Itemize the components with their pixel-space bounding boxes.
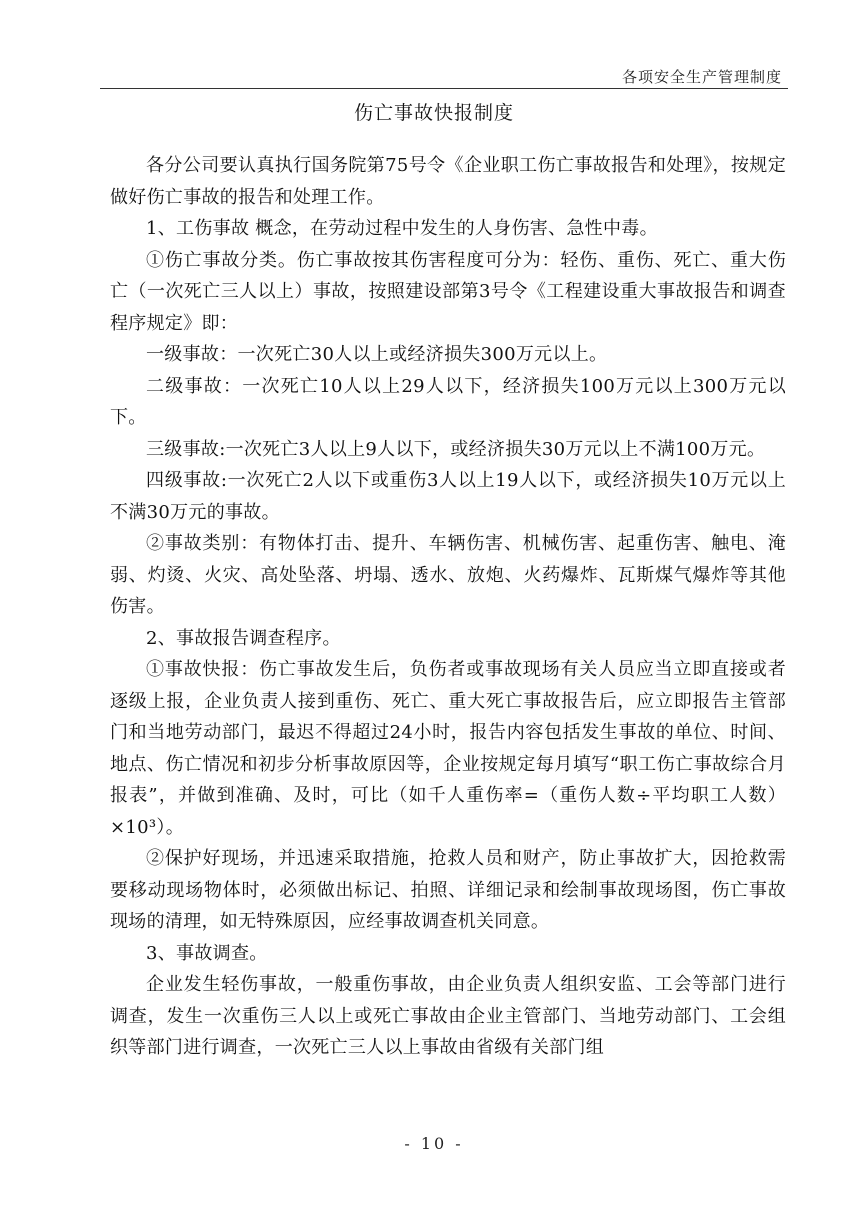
paragraph-section-1: 1、工伤事故 概念，在劳动过程中发生的人身伤害、急性中毒。: [146, 218, 658, 239]
paragraph-classification: ①伤亡事故分类。伤亡事故按其伤害程度可分为：轻伤、重伤、死亡、重大伤亡（一次死亡三人以上）事故，按照建设部第3号令《工程建设重大事故报告和调查程序规定》即：: [110, 249, 786, 334]
paragraph-section-3: 3、事故调查。: [146, 942, 268, 964]
paragraph-categories: ②事故类别：有物体打击、提升、车辆伤害、机械伤害、起重伤害、触电、淹弱、灼烫、火灾、高处坠落、坍塌、透水、放炮、火药爆炸、瓦斯煤气爆炸等其他伤害。: [110, 533, 786, 617]
header-divider: [100, 88, 788, 89]
running-header: 各项安全生产管理制度: [621, 68, 782, 86]
paragraph-section-2: 2、事故报告调查程序。: [146, 627, 341, 649]
paragraph-protect-scene: ②保护好现场，并迅速采取措施，抢救人员和财产，防止事故扩大，因抢救需要移动现场物体时，必须做出标记、拍照、详细记录和绘制事故现场图，伤亡事故现场的清理，如无特殊原因，应经事故调查机关同意。: [110, 848, 786, 932]
document-title: 伤亡事故快报制度: [353, 102, 514, 124]
paragraph-level-1: 一级事故：一次死亡30人以上或经济损失300万元以上。: [146, 344, 608, 365]
paragraph-level-4: 四级事故:一次死亡2人以下或重伤3人以上19人以下，或经济损失10万元以上不满30万元的事故。: [110, 470, 786, 523]
paragraph-quick-report: ①事故快报：伤亡事故发生后，负伤者或事故现场有关人员应当立即直接或者逐级上报，企业负责人接到重伤、死亡、重大死亡事故报告后，应立即报告主管部门和当地劳动部门，最迟不得超过24小时，报告内容包括发生事故的单位、时间、地点、伤亡情况和初步分析事故原因等，企业按规定每月填写“职工伤亡事故综合月报表”，并做到准确、及时，可比（如千人重伤率=（重伤人数÷平均职工人数）×10³）。: [110, 659, 786, 838]
paragraph-intro: 各分公司要认真执行国务院第75号令《企业职工伤亡事故报告和处理》，按规定做好伤亡事故的报告和处理工作。: [110, 155, 786, 208]
paragraph-level-2: 二级事故：一次死亡10人以上29人以下，经济损失100万元以上300万元以下。: [110, 375, 786, 428]
page-number: - 10 -: [404, 1134, 464, 1153]
paragraph-investigation: 企业发生轻伤事故，一般重伤事故，由企业负责人组织安监、工会等部门进行调查，发生一次重伤三人以上或死亡事故由企业主管部门、当地劳动部门、工会组织等部门进行调查，一次死亡三人以上事故由省级有关部门组: [110, 974, 786, 1058]
paragraph-level-3: 三级事故:一次死亡3人以上9人以下，或经济损失30万元以上不满100万元。: [146, 438, 766, 460]
document-body: [110, 150, 786, 1064]
